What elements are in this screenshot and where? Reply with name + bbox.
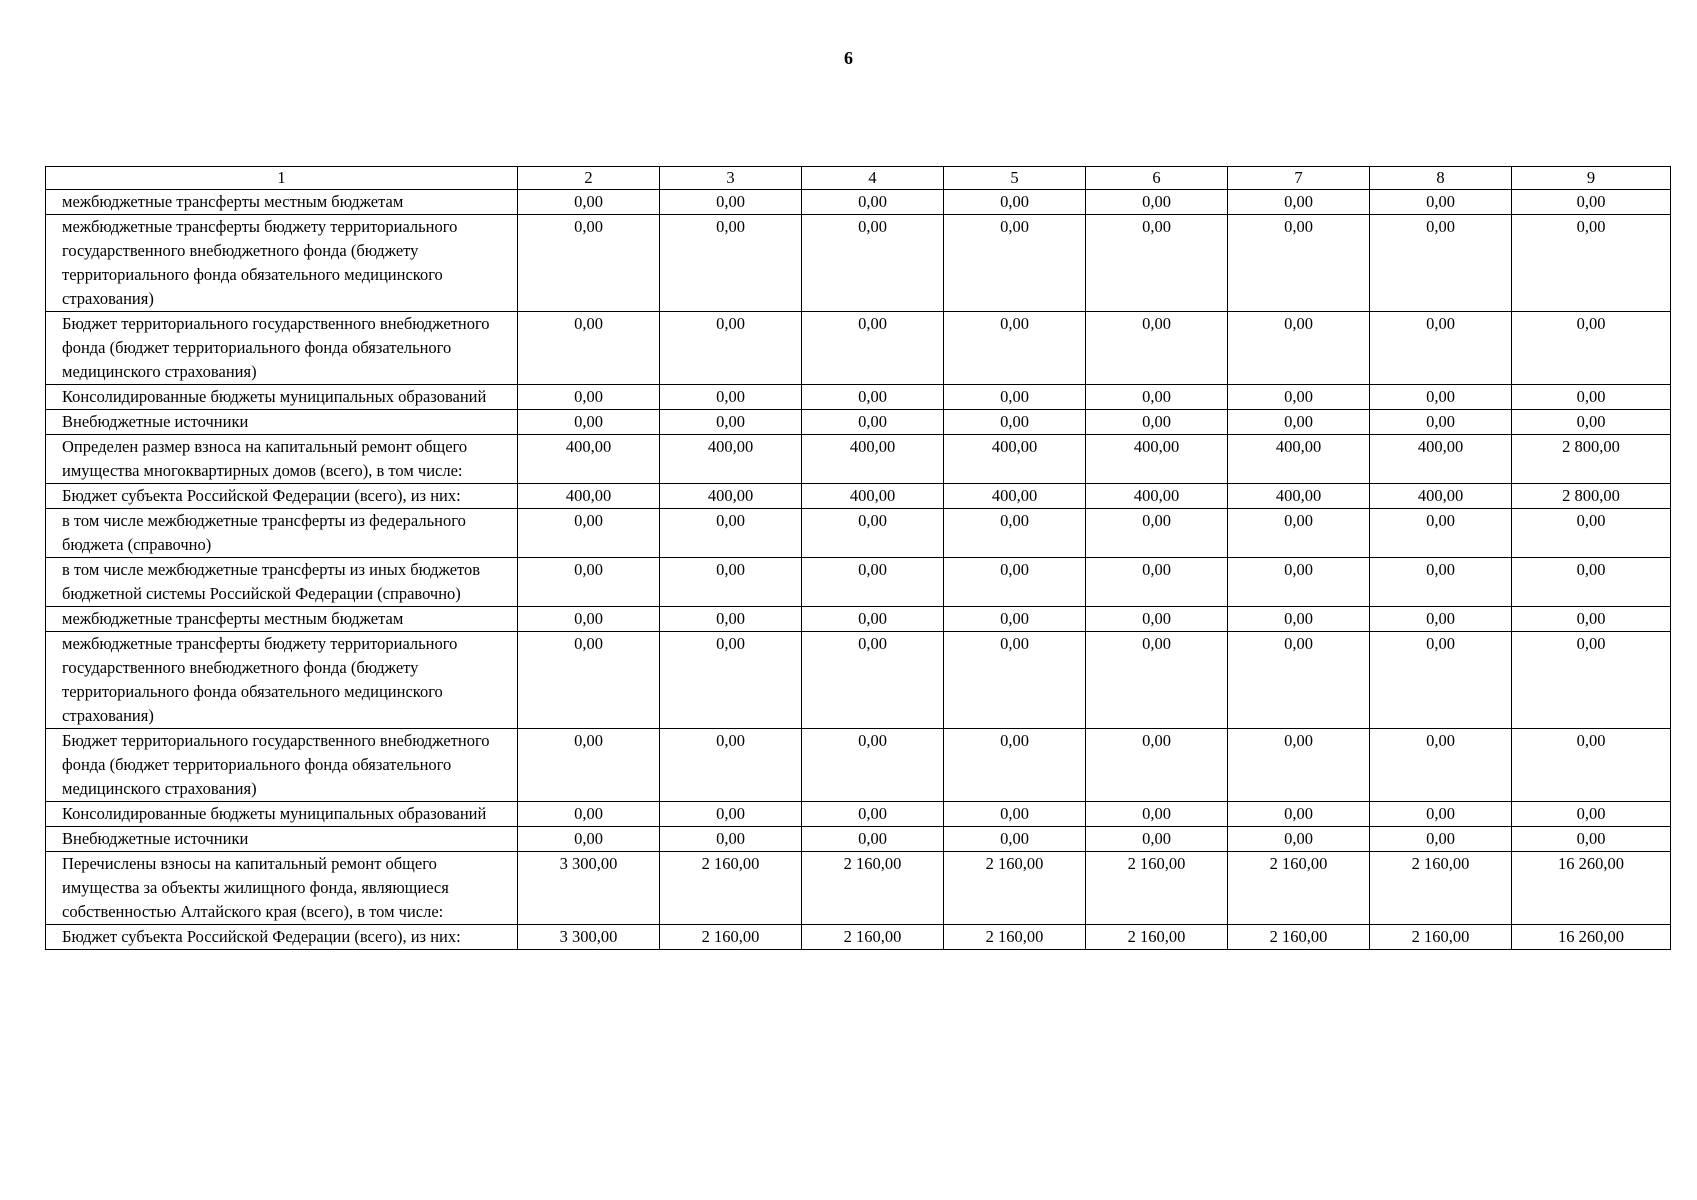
table-row <box>46 827 1671 852</box>
value-cell: 0,00 <box>802 607 944 632</box>
value-cell: 0,00 <box>1512 410 1671 435</box>
table-row <box>46 435 1671 484</box>
value-cell: 0,00 <box>1370 558 1512 607</box>
value-cell: 0,00 <box>944 729 1086 802</box>
value-cell: 0,00 <box>1512 607 1671 632</box>
column-header: 8 <box>1370 167 1512 190</box>
column-header: 2 <box>518 167 660 190</box>
value-cell: 0,00 <box>1512 558 1671 607</box>
value-cell: 0,00 <box>944 190 1086 215</box>
value-cell: 0,00 <box>944 827 1086 852</box>
value-cell: 2 160,00 <box>1228 852 1370 925</box>
row-label: Консолидированные бюджеты муниципальных образований <box>46 802 518 827</box>
value-cell: 0,00 <box>1086 385 1228 410</box>
value-cell: 0,00 <box>1228 190 1370 215</box>
value-cell: 0,00 <box>802 410 944 435</box>
value-cell: 2 160,00 <box>1228 925 1370 950</box>
row-label: Бюджет территориального государственного внебюджетного фонда (бюджет территориального фонда обязательного медицинского страхования) <box>46 312 518 385</box>
value-cell: 0,00 <box>1512 729 1671 802</box>
value-cell: 400,00 <box>518 435 660 484</box>
value-cell: 400,00 <box>1086 484 1228 509</box>
value-cell: 0,00 <box>802 827 944 852</box>
value-cell: 0,00 <box>660 215 802 312</box>
value-cell: 2 160,00 <box>660 925 802 950</box>
value-cell: 2 160,00 <box>802 852 944 925</box>
value-cell: 0,00 <box>1228 802 1370 827</box>
value-cell: 0,00 <box>1228 729 1370 802</box>
table-row <box>46 385 1671 410</box>
value-cell: 0,00 <box>1370 632 1512 729</box>
value-cell: 0,00 <box>1086 410 1228 435</box>
value-cell: 0,00 <box>1086 632 1228 729</box>
value-cell: 0,00 <box>660 632 802 729</box>
value-cell: 0,00 <box>1086 215 1228 312</box>
value-cell: 0,00 <box>944 558 1086 607</box>
row-label: в том числе межбюджетные трансферты из федерального бюджета (справочно) <box>46 509 518 558</box>
table-row <box>46 484 1671 509</box>
value-cell: 0,00 <box>1512 312 1671 385</box>
value-cell: 0,00 <box>1228 385 1370 410</box>
value-cell: 0,00 <box>660 509 802 558</box>
value-cell: 16 260,00 <box>1512 852 1671 925</box>
value-cell: 0,00 <box>1086 509 1228 558</box>
row-label: Внебюджетные источники <box>46 827 518 852</box>
value-cell: 0,00 <box>660 729 802 802</box>
value-cell: 2 160,00 <box>660 852 802 925</box>
value-cell: 0,00 <box>1370 827 1512 852</box>
table-row <box>46 190 1671 215</box>
value-cell: 400,00 <box>802 435 944 484</box>
table-row <box>46 215 1671 312</box>
value-cell: 0,00 <box>518 385 660 410</box>
value-cell: 0,00 <box>1086 802 1228 827</box>
value-cell: 400,00 <box>1086 435 1228 484</box>
value-cell: 0,00 <box>1228 607 1370 632</box>
value-cell: 0,00 <box>1370 215 1512 312</box>
value-cell: 0,00 <box>1228 558 1370 607</box>
table-body <box>46 190 1671 950</box>
row-label: межбюджетные трансферты местным бюджетам <box>46 607 518 632</box>
value-cell: 0,00 <box>518 632 660 729</box>
value-cell: 0,00 <box>660 190 802 215</box>
value-cell: 2 160,00 <box>802 925 944 950</box>
value-cell: 0,00 <box>660 558 802 607</box>
value-cell: 0,00 <box>1228 312 1370 385</box>
column-header: 1 <box>46 167 518 190</box>
value-cell: 400,00 <box>944 435 1086 484</box>
value-cell: 0,00 <box>1086 607 1228 632</box>
column-header: 9 <box>1512 167 1671 190</box>
table-row <box>46 729 1671 802</box>
value-cell: 0,00 <box>1370 312 1512 385</box>
row-label: Определен размер взноса на капитальный ремонт общего имущества многоквартирных домов (всего), в том числе: <box>46 435 518 484</box>
value-cell: 0,00 <box>1228 215 1370 312</box>
row-label: межбюджетные трансферты бюджету территориального государственного внебюджетного фонда (бюджету территориального фонда обязательного медицинского страхования) <box>46 632 518 729</box>
column-header: 6 <box>1086 167 1228 190</box>
row-label: Бюджет субъекта Российской Федерации (всего), из них: <box>46 484 518 509</box>
value-cell: 0,00 <box>1512 385 1671 410</box>
value-cell: 0,00 <box>660 410 802 435</box>
page-number: 6 <box>844 48 853 68</box>
value-cell: 400,00 <box>518 484 660 509</box>
value-cell: 0,00 <box>802 509 944 558</box>
value-cell: 0,00 <box>944 632 1086 729</box>
value-cell: 0,00 <box>1370 190 1512 215</box>
value-cell: 0,00 <box>1228 509 1370 558</box>
value-cell: 0,00 <box>802 632 944 729</box>
value-cell: 0,00 <box>518 190 660 215</box>
column-header: 5 <box>944 167 1086 190</box>
row-label: в том числе межбюджетные трансферты из иных бюджетов бюджетной системы Российской Федерации (справочно) <box>46 558 518 607</box>
value-cell: 0,00 <box>802 802 944 827</box>
row-label: межбюджетные трансферты местным бюджетам <box>46 190 518 215</box>
row-label: Бюджет территориального государственного внебюджетного фонда (бюджет территориального фонда обязательного медицинского страхования) <box>46 729 518 802</box>
value-cell: 0,00 <box>1086 827 1228 852</box>
value-cell: 0,00 <box>660 312 802 385</box>
value-cell: 400,00 <box>660 484 802 509</box>
value-cell: 400,00 <box>1370 435 1512 484</box>
value-cell: 0,00 <box>1512 827 1671 852</box>
value-cell: 0,00 <box>1228 827 1370 852</box>
value-cell: 0,00 <box>1086 190 1228 215</box>
value-cell: 0,00 <box>802 312 944 385</box>
value-cell: 0,00 <box>518 312 660 385</box>
value-cell: 0,00 <box>802 558 944 607</box>
value-cell: 0,00 <box>1370 410 1512 435</box>
value-cell: 0,00 <box>1370 729 1512 802</box>
value-cell: 2 160,00 <box>1370 925 1512 950</box>
value-cell: 0,00 <box>802 190 944 215</box>
value-cell: 400,00 <box>1228 435 1370 484</box>
column-header: 4 <box>802 167 944 190</box>
value-cell: 0,00 <box>802 385 944 410</box>
value-cell: 400,00 <box>1228 484 1370 509</box>
row-label: Перечислены взносы на капитальный ремонт общего имущества за объекты жилищного фонда, являющиеся собственностью Алтайского края (всего), в том числе: <box>46 852 518 925</box>
table-row <box>46 852 1671 925</box>
table-row <box>46 509 1671 558</box>
value-cell: 0,00 <box>518 827 660 852</box>
value-cell: 0,00 <box>1086 729 1228 802</box>
value-cell: 3 300,00 <box>518 925 660 950</box>
value-cell: 2 160,00 <box>944 925 1086 950</box>
value-cell: 400,00 <box>944 484 1086 509</box>
value-cell: 0,00 <box>518 509 660 558</box>
value-cell: 2 160,00 <box>1086 852 1228 925</box>
value-cell: 0,00 <box>1512 215 1671 312</box>
value-cell: 2 160,00 <box>944 852 1086 925</box>
value-cell: 2 160,00 <box>1086 925 1228 950</box>
value-cell: 0,00 <box>1086 558 1228 607</box>
value-cell: 16 260,00 <box>1512 925 1671 950</box>
value-cell: 0,00 <box>944 215 1086 312</box>
value-cell: 2 800,00 <box>1512 484 1671 509</box>
value-cell: 0,00 <box>518 607 660 632</box>
value-cell: 0,00 <box>518 802 660 827</box>
value-cell: 0,00 <box>1512 632 1671 729</box>
row-label: Внебюджетные источники <box>46 410 518 435</box>
value-cell: 0,00 <box>944 385 1086 410</box>
value-cell: 0,00 <box>1086 312 1228 385</box>
table-row <box>46 802 1671 827</box>
value-cell: 0,00 <box>944 607 1086 632</box>
value-cell: 0,00 <box>802 729 944 802</box>
value-cell: 2 800,00 <box>1512 435 1671 484</box>
row-label: Бюджет субъекта Российской Федерации (всего), из них: <box>46 925 518 950</box>
row-label: Консолидированные бюджеты муниципальных образований <box>46 385 518 410</box>
column-header: 3 <box>660 167 802 190</box>
table-row <box>46 925 1671 950</box>
value-cell: 0,00 <box>660 827 802 852</box>
table-row <box>46 632 1671 729</box>
budget-table <box>45 166 1671 950</box>
value-cell: 0,00 <box>518 215 660 312</box>
value-cell: 400,00 <box>802 484 944 509</box>
value-cell: 0,00 <box>1370 607 1512 632</box>
value-cell: 0,00 <box>1370 385 1512 410</box>
table-row <box>46 312 1671 385</box>
value-cell: 0,00 <box>1512 190 1671 215</box>
table-header-row <box>46 167 1671 190</box>
value-cell: 400,00 <box>660 435 802 484</box>
column-header: 7 <box>1228 167 1370 190</box>
value-cell: 0,00 <box>1512 509 1671 558</box>
value-cell: 0,00 <box>1512 802 1671 827</box>
value-cell: 0,00 <box>518 410 660 435</box>
value-cell: 0,00 <box>944 509 1086 558</box>
row-label: межбюджетные трансферты бюджету территориального государственного внебюджетного фонда (бюджету территориального фонда обязательного медицинского страхования) <box>46 215 518 312</box>
value-cell: 0,00 <box>802 215 944 312</box>
table-row <box>46 410 1671 435</box>
value-cell: 3 300,00 <box>518 852 660 925</box>
value-cell: 0,00 <box>944 410 1086 435</box>
value-cell: 400,00 <box>1370 484 1512 509</box>
table-row <box>46 558 1671 607</box>
value-cell: 0,00 <box>660 607 802 632</box>
value-cell: 0,00 <box>518 558 660 607</box>
value-cell: 0,00 <box>1370 509 1512 558</box>
value-cell: 0,00 <box>660 385 802 410</box>
value-cell: 0,00 <box>1228 632 1370 729</box>
table-row <box>46 607 1671 632</box>
value-cell: 0,00 <box>518 729 660 802</box>
value-cell: 0,00 <box>660 802 802 827</box>
value-cell: 0,00 <box>944 312 1086 385</box>
value-cell: 2 160,00 <box>1370 852 1512 925</box>
value-cell: 0,00 <box>1370 802 1512 827</box>
value-cell: 0,00 <box>944 802 1086 827</box>
value-cell: 0,00 <box>1228 410 1370 435</box>
